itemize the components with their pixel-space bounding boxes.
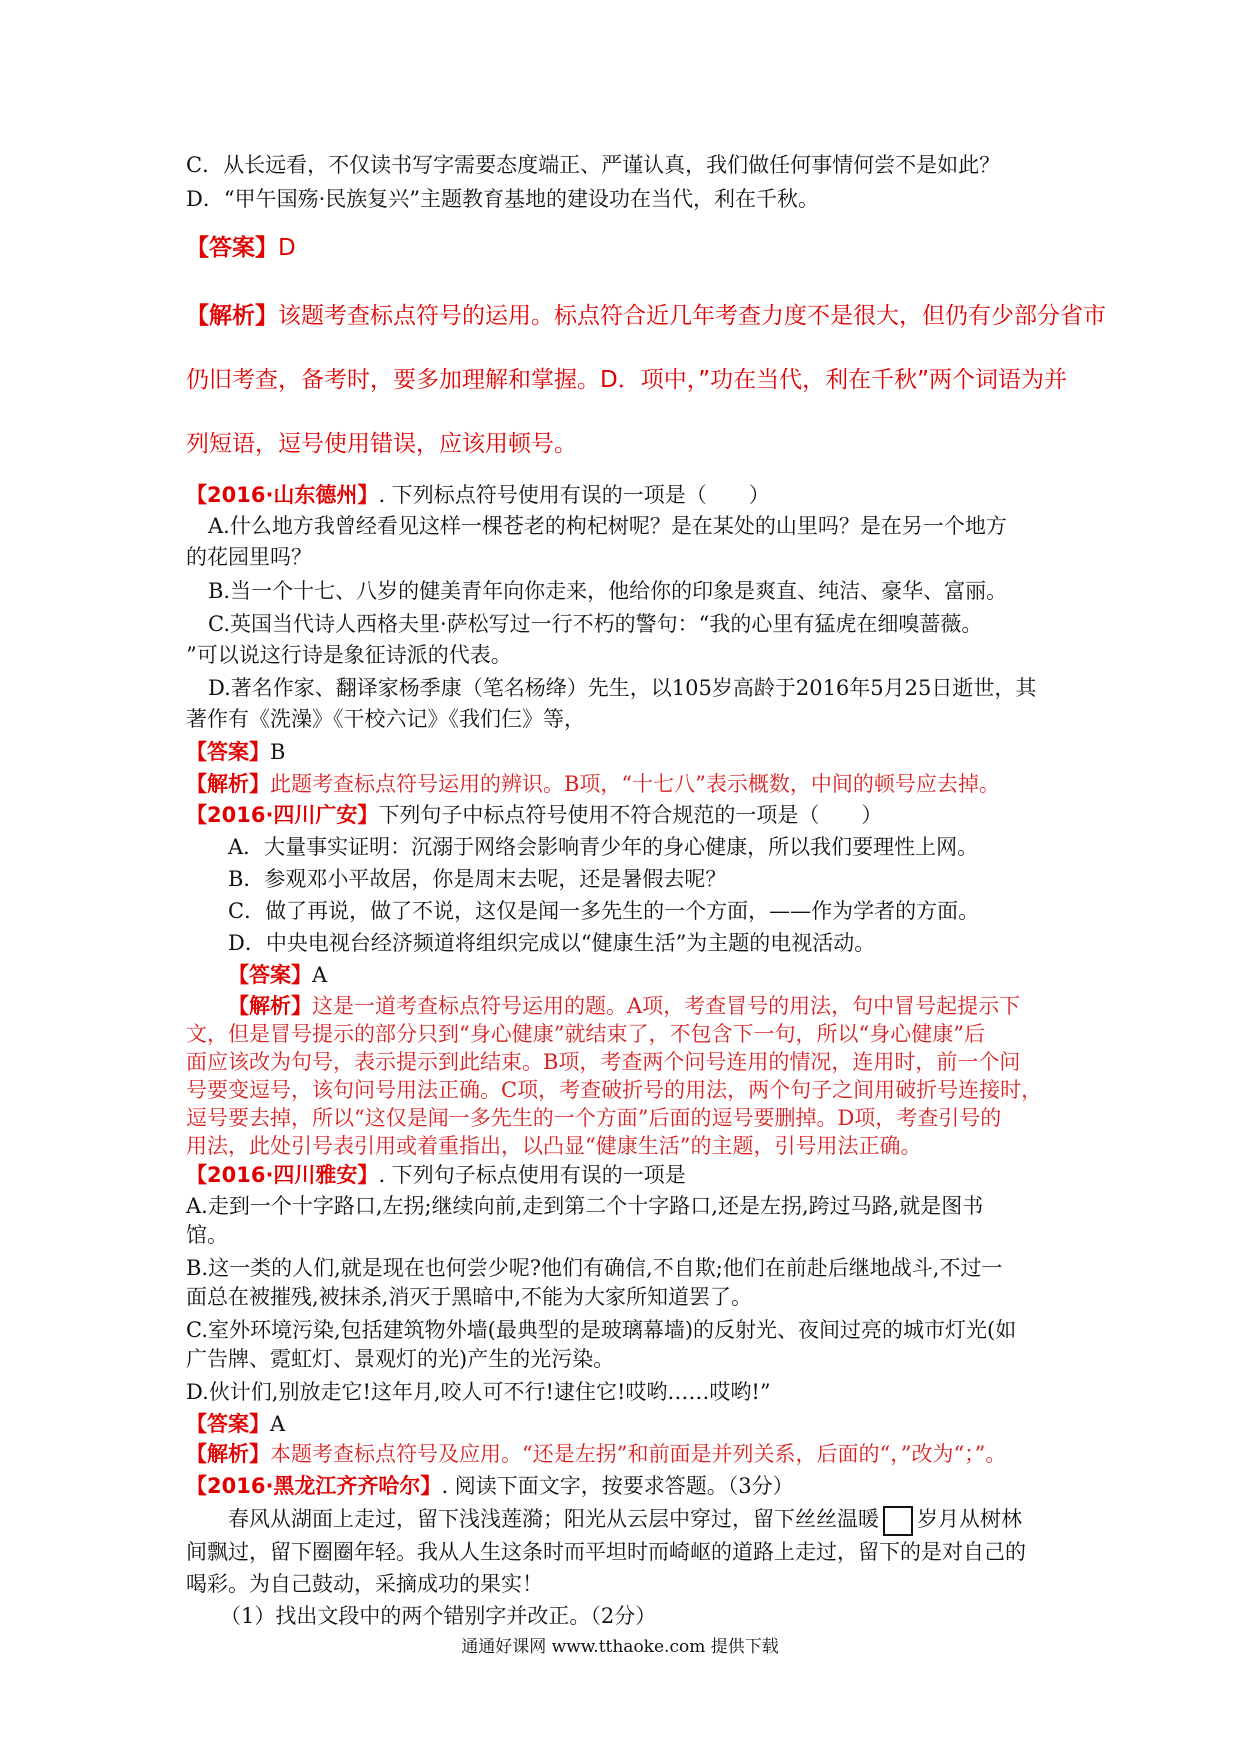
question-stem: . 下列标点符号使用有误的一项是（ ）: [378, 483, 770, 507]
analysis-text: 此题考查标点符号运用的辨识。B项，“十七八”表示概数，中间的顿号应去掉。: [270, 772, 1000, 796]
q3-option-c-line-2: 广告牌、霓虹灯、景观灯的光)产生的光污染。: [186, 1347, 615, 1371]
analysis-tag: 【解析】: [186, 1442, 270, 1466]
blank-answer-box: [883, 1506, 913, 1536]
answer-value: D: [278, 235, 296, 261]
q0-answer: [186, 232, 296, 264]
q2-analysis-line-1: [228, 991, 1020, 1021]
analysis-text: 本题考查标点符号及应用。“还是左拐”和前面是并列关系，后面的“，”改为“；”。: [270, 1442, 1007, 1466]
page-footer: 通通好课网 www.tthaoke.com 提供下载: [461, 1637, 779, 1657]
q3-analysis: [186, 1439, 1006, 1469]
answer-tag: 【答案】: [186, 740, 270, 764]
intro-option-c: C．从长远看，不仅读书写字需要态度端正、严谨认真，我们做任何事情何尝不是如此？: [186, 153, 1001, 177]
paragraph-text: 岁月从树林: [917, 1507, 1022, 1531]
question-stem: 下列句子中标点符号使用不符合规范的一项是（ ）: [378, 803, 883, 827]
analysis-tag: 【解析】: [186, 772, 270, 796]
question-stem: . 阅读下面文字，按要求答题。（3分）: [441, 1474, 794, 1498]
q1-option-d-line-1: D.著名作家、翻译家杨季康（笔名杨绛）先生，以105岁高龄于2016年5月25日逝世，其: [208, 676, 1037, 700]
q4-paragraph-line-1: [228, 1504, 1022, 1536]
analysis-tag: 【解析】: [186, 303, 278, 329]
intro-option-d: D．“甲午国殇·民族复兴”主题教育基地的建设功在当代，利在千秋。: [186, 187, 819, 211]
analysis-tag: 【解析】: [228, 994, 312, 1018]
q3-option-b-line-2: 面总在被摧残,被抹杀,消灭于黑暗中,不能为大家所知道罢了。: [186, 1285, 753, 1309]
q3-option-c-line-1: C.室外环境污染,包括建筑物外墙(最典型的是玻璃幕墙)的反射光、夜间过亮的城市灯光(如: [186, 1318, 1017, 1342]
q1-answer: [186, 737, 285, 767]
q2-analysis-line-2: 文，但是冒号提示的部分只到“身心健康”就结束了，不包含下一句，所以“身心健康”后: [186, 1022, 985, 1046]
answer-tag: 【答案】: [186, 235, 278, 261]
q1-option-a-line-1: A.什么地方我曾经看见这样一棵苍老的枸杞树呢？是在某处的山里吗？是在另一个地方: [208, 514, 1007, 538]
question-stem: . 下列句子标点使用有误的一项是: [378, 1163, 686, 1187]
answer-tag: 【答案】: [186, 1412, 270, 1436]
q0-analysis-line-2: 仍旧考查，备考时，要多加理解和掌握。D．项中，”功在当代，利在千秋”两个词语为并: [186, 367, 1068, 393]
q1-analysis: [186, 769, 1000, 799]
q1-option-c-line-1: C.英国当代诗人西格夫里·萨松写过一行不朽的警句：“我的心里有猛虎在细嗅蔷薇。: [208, 612, 983, 636]
q1-option-d-line-2: 著作有《洗澡》《干校六记》《我们仨》等，: [186, 707, 585, 731]
q2-heading: [186, 800, 882, 830]
q4-paragraph-line-2: 间飘过，留下圈圈年轻。我从人生这条时而平坦时而崎岖的道路上走过，留下的是对自己的: [186, 1540, 1026, 1564]
q2-analysis-line-3: 面应该改为句号，表示提示到此结束。B项，考查两个问号连用的情况，连用时，前一个问: [186, 1050, 1021, 1074]
q0-analysis-line-1: [186, 300, 1106, 332]
q2-option-d: D．中央电视台经济频道将组织完成以“健康生活”为主题的电视活动。: [228, 931, 876, 955]
q3-option-a-line-2: 馆。: [186, 1223, 228, 1247]
q1-option-c-line-2: ”可以说这行诗是象征诗派的代表。: [186, 643, 512, 667]
answer-value: A: [270, 1412, 286, 1436]
analysis-text: 该题考查标点符号的运用。标点符合近几年考查力度不是很大，但仍有少部分省市: [278, 303, 1106, 329]
q1-option-b: B.当一个十七、八岁的健美青年向你走来，他给你的印象是爽直、纯洁、豪华、富丽。: [208, 579, 1008, 603]
answer-value: B: [270, 740, 286, 764]
q2-analysis-line-4: 号要变逗号，该句问号用法正确。C项，考查破折号的用法，两个句子之间用破折号连接时，: [186, 1078, 1043, 1102]
q2-analysis-line-6: 用法，此处引号表引用或着重指出，以凸显“健康生活”的主题，引号用法正确。: [186, 1134, 922, 1158]
q3-answer: [186, 1409, 285, 1439]
q2-analysis-line-5: 逗号要去掉，所以“这仅是闻一多先生的一个方面”后面的逗号要删掉。D项，考查引号的: [186, 1106, 1002, 1130]
q2-option-a: A．大量事实证明：沉溺于网络会影响青少年的身心健康，所以我们要理性上网。: [228, 835, 979, 859]
paragraph-text: 春风从湖面上走过，留下浅浅莲漪；阳光从云层中穿过，留下丝丝温暖: [228, 1507, 879, 1531]
q4-sub-question-1: （1）找出文段中的两个错别字并改正。（2分）: [220, 1604, 657, 1628]
q4-paragraph-line-3: 喝彩。为自己鼓动，采摘成功的果实！: [186, 1572, 543, 1596]
q3-option-a-line-1: A.走到一个十字路口,左拐;继续向前,走到第二个十字路口,还是左拐,跨过马路,就是图书: [186, 1194, 984, 1218]
q3-heading: [186, 1160, 686, 1190]
q2-option-b: B．参观邓小平故居，你是周末去呢，还是暑假去呢？: [228, 867, 727, 891]
q0-analysis-line-3: 列短语，逗号使用错误，应该用顿号。: [186, 431, 577, 457]
question-source: 【2016·黑龙江齐齐哈尔】: [186, 1474, 442, 1498]
q1-option-a-line-2: 的花园里吗？: [186, 545, 312, 569]
q3-option-d: D.伙计们,别放走它!这年月,咬人可不行!逮住它!哎哟……哎哟!”: [186, 1380, 771, 1404]
question-source: 【2016·四川广安】: [186, 803, 379, 827]
question-source: 【2016·山东德州】: [186, 483, 379, 507]
answer-value: A: [312, 963, 328, 987]
q3-option-b-line-1: B.这一类的人们,就是现在也何尝少呢?他们有确信,不自欺;他们在前赴后继地战斗,不过一: [186, 1256, 1003, 1280]
q4-heading: [186, 1471, 794, 1501]
question-source: 【2016·四川雅安】: [186, 1163, 379, 1187]
q1-heading: [186, 480, 770, 510]
analysis-text: 这是一道考查标点符号运用的题。A项，考查冒号的用法，句中冒号起提示下: [312, 994, 1021, 1018]
answer-tag: 【答案】: [228, 963, 312, 987]
q2-answer: [228, 960, 327, 990]
q2-option-c: C．做了再说，做了不说，这仅是闻一多先生的一个方面，——作为学者的方面。: [228, 899, 980, 923]
